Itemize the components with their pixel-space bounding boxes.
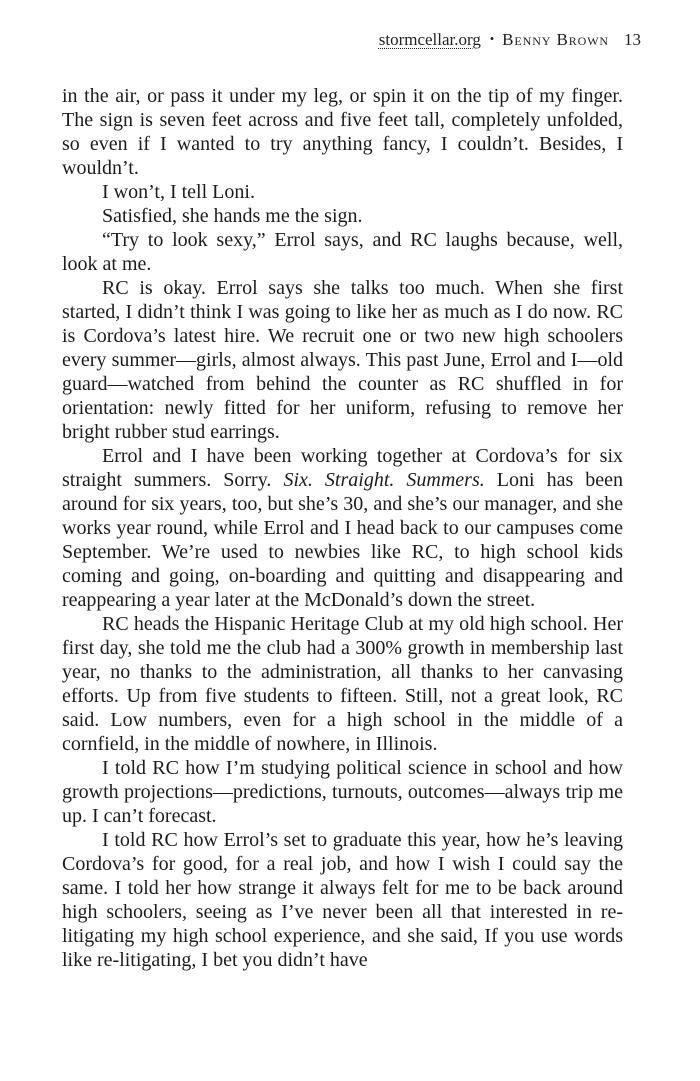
paragraph [62,756,623,828]
author-name: Benny Brown [502,30,609,49]
bullet-separator: • [489,32,495,47]
text-run: RC is okay. Errol says she talks too much. When she first started, I didn’t think I was going to like her as much as I do now. RC is Cordova’s latest hire. We recruit one or two new high schoolers every summer—girls, almost always. This past June, Errol and I—old guard—watched from behind the counter as RC shuffled in for orientation: newly fitted for her uniform, refusing to remove her bright rubber stud earrings. [62,277,623,443]
body-text [62,84,623,972]
italic-text-run: Six. Straight. Summers. [283,469,485,491]
paragraph [62,276,623,444]
text-run: I won’t, I tell Loni. [102,181,255,203]
paragraph [62,84,623,180]
paragraph [62,228,623,276]
paragraph [62,612,623,756]
text-run: Satisfied, she hands me the sign. [102,205,363,227]
text-run: Errol and I have been working together at Cordova’s for six straight summers. Sorry. [62,445,623,491]
paragraph [62,204,623,228]
paragraph [62,444,623,612]
text-run: I told RC how I’m studying political science in school and how growth projections—predictions, turnouts, outcomes—always trip me up. I can’t forecast. [62,757,623,827]
text-run: “Try to look sexy,” Errol says, and RC laughs because, well, look at me. [62,229,623,275]
paragraph [62,180,623,204]
running-header [62,30,641,50]
journal-url-link[interactable]: stormcellar.org [378,30,481,49]
text-run: I told RC how Errol’s set to graduate this year, how he’s leaving Cordova’s for good, for a real job, and how I wish I could say the same. I told her how strange it always felt for me to be back around high schoolers, seeing as I’ve never been all that interested in re-litigating my high school experience, and she said, If you use words like re-litigating, I bet you didn’t have [62,829,623,971]
page-number: 13 [624,30,641,49]
text-run: in the air, or pass it under my leg, or spin it on the tip of my finger. The sign is seven feet across and five feet tall, completely unfolded, so even if I wanted to try anything fancy, I couldn’t. Besides, I wouldn’t. [62,85,623,179]
paragraph [62,828,623,972]
text-run: Loni has been around for six years, too, but she’s 30, and she’s our manager, and she works year round, while Errol and I head back to our campuses come September. We’re used to newbies like RC, to high school kids coming and going, on-boarding and quitting and disappearing and reappearing a year later at the McDonald’s down the street. [62,469,624,611]
text-run: RC heads the Hispanic Heritage Club at my old high school. Her first day, she told me the club had a 300% growth in membership last year, no thanks to the administration, all thanks to her canvasing efforts. Up from five students to fifteen. Still, not a great look, RC said. Low numbers, even for a high school in the middle of a cornfield, in the middle of nowhere, in Illinois. [62,613,623,755]
